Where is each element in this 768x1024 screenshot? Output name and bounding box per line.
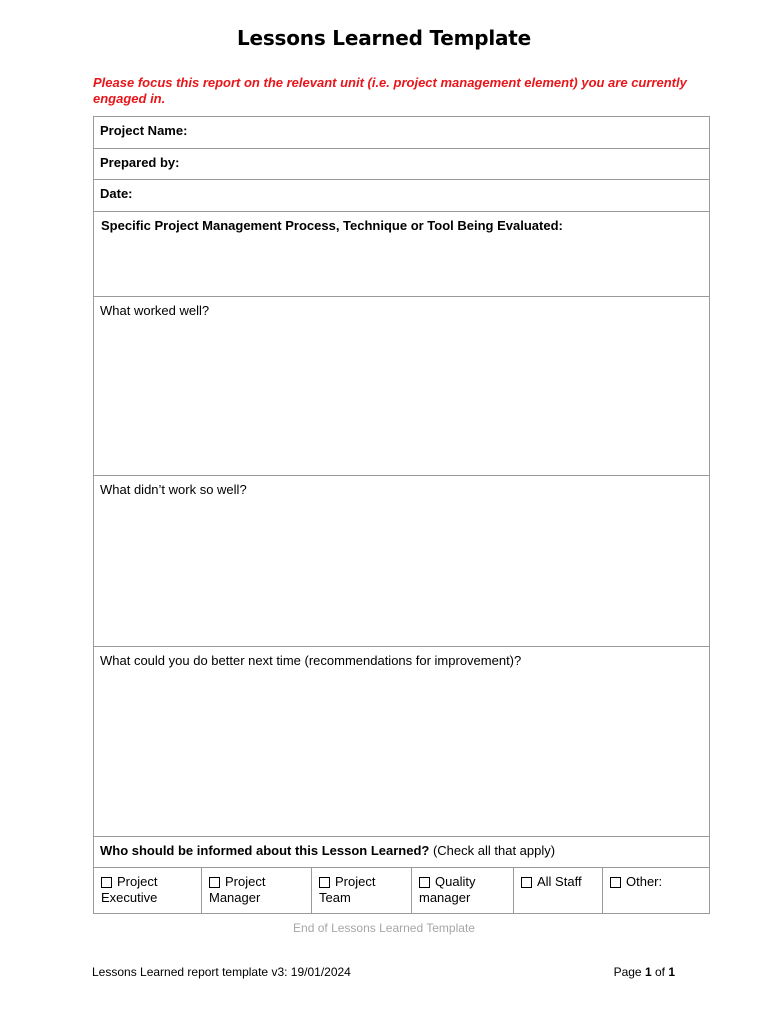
project-name-row[interactable] (94, 117, 709, 149)
inform-label-bold: Who should be informed about this Lesson Learned? (100, 843, 430, 858)
better-next-row[interactable] (94, 647, 709, 837)
checkbox[interactable] (521, 877, 532, 888)
option-quality-manager[interactable] (412, 867, 514, 914)
option-line1: Quality (435, 874, 476, 889)
page-of: of (651, 965, 669, 979)
option-line1: All Staff (537, 874, 582, 889)
worked-well-label: What worked well? (100, 303, 210, 318)
option-project-executive[interactable] (94, 867, 202, 914)
inform-label-note: (Check all that apply) (432, 843, 556, 858)
checkbox[interactable] (319, 877, 330, 888)
page-total: 1 (668, 965, 675, 979)
didnt-work-label: What didn’t work so well? (100, 482, 247, 497)
footer-version: Lessons Learned report template v3: 19/01/2024 (92, 965, 351, 979)
process-row[interactable] (94, 212, 709, 297)
checkbox[interactable] (209, 877, 220, 888)
option-line1: Project (225, 874, 266, 889)
process-label: Specific Project Management Process, Technique or Tool Being Evaluated: (101, 218, 563, 233)
recipient-checkbox-row (94, 867, 709, 914)
option-line2: Executive (101, 890, 158, 905)
date-label: Date: (100, 186, 133, 201)
better-next-label: What could you do better next time (recommendations for improvement)? (100, 653, 522, 668)
inform-row (94, 837, 709, 868)
page-current: 1 (644, 965, 652, 979)
option-line1: Project (117, 874, 158, 889)
option-line1: Project (335, 874, 376, 889)
instruction-note: Please focus this report on the relevant unit (i.e. project management element) you are currently engaged in. (93, 75, 687, 106)
checkbox[interactable] (610, 877, 621, 888)
option-all-staff[interactable] (514, 867, 603, 914)
footer-page-number (614, 965, 675, 979)
project-name-label: Project Name: (100, 123, 188, 138)
option-line1: Other: (626, 874, 663, 889)
worked-well-row[interactable] (94, 297, 709, 476)
page-prefix: Page (613, 965, 645, 979)
didnt-work-row[interactable] (94, 476, 709, 647)
prepared-by-label: Prepared by: (100, 155, 180, 170)
checkbox[interactable] (419, 877, 430, 888)
option-other[interactable] (603, 867, 709, 914)
option-line2: manager (419, 890, 471, 905)
prepared-by-row[interactable] (94, 149, 709, 180)
option-project-manager[interactable] (202, 867, 312, 914)
option-line2: Manager (209, 890, 261, 905)
inform-label (100, 843, 555, 858)
document-title: Lessons Learned Template (236, 26, 532, 50)
option-line2: Team (319, 890, 351, 905)
checkbox[interactable] (101, 877, 112, 888)
date-row[interactable] (94, 180, 709, 212)
option-project-team[interactable] (312, 867, 412, 914)
end-note: End of Lessons Learned Template (293, 921, 475, 935)
lessons-form (93, 116, 710, 914)
